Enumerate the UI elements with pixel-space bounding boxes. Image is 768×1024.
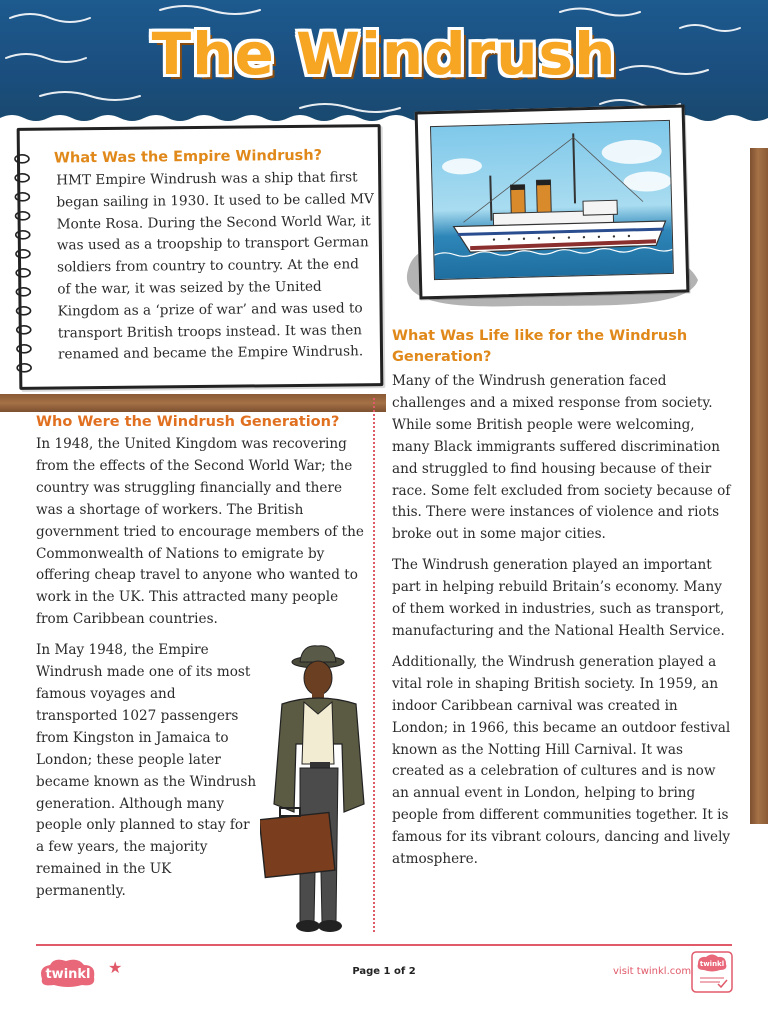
right-section-heading: What Was Life like for the Windrush Generation? xyxy=(392,328,688,365)
badge-text: twinkl xyxy=(699,960,725,968)
notebook-card xyxy=(17,124,384,390)
notebook-heading: What Was the Empire Windrush? xyxy=(53,147,323,167)
ship-photo-frame xyxy=(415,104,690,299)
windrush-man-illustration xyxy=(260,644,378,936)
footer-divider xyxy=(36,944,732,946)
life-for-windrush-section xyxy=(392,326,736,880)
page-number: Page 1 of 2 xyxy=(352,966,416,977)
spiral-rings-decoration xyxy=(10,151,36,381)
header-banner xyxy=(0,0,768,122)
notebook-body: HMT Empire Windrush was a ship that first began sailing in 1930. It used to be called MV Monte Rosa. During the Second World War, it was used as a troopship to transport German soldiers from country to country. At the end of the war, it was seized by the United Kingdom as a ‘prize of war’ and was used to transport British troops instead. It was then renamed and became the Empire Windrush. xyxy=(56,169,374,363)
right-section-paragraph-3: Additionally, the Windrush generation played a vital role in shaping British society. In 1959, an indoor Caribbean carnival was created in London; in 1966, this became an outdoor festival known as the Notting Hill Carnival. It was created as a celebration of cultures and is now an annual event in London, helping to bring people from different communities together. It is famous for its vibrant colours, dancing and lively atmosphere. xyxy=(392,653,731,868)
right-section-paragraph-2: The Windrush generation played an important part in helping rebuild Britain’s economy. Many of them worked in industries, such as transport, manufacturing and the National Health Service. xyxy=(392,557,725,639)
ship-illustration xyxy=(430,120,674,280)
visit-link[interactable]: visit twinkl.com xyxy=(613,966,692,977)
left-section-heading: Who Were the Windrush Generation? xyxy=(36,414,340,430)
page-title: The Windrush xyxy=(151,20,617,88)
quality-badge-icon xyxy=(690,950,734,994)
left-section-paragraph-1: In 1948, the United Kingdom was recovering from the effects of the Second World War; the country was struggling financially and there was a shortage of workers. The British government tried to encourage members of the Commonwealth of Nations to emigrate by offering cheap travel to anyone who wanted to work in the UK. This attracted many people from Caribbean countries. xyxy=(36,436,364,628)
side-wood-decoration xyxy=(750,148,768,824)
left-section-paragraph-2: In May 1948, the Empire Windrush made one of its most famous voyages and transported 1027 passengers from Kingston in Jamaica to London; these people later became known as the Windrush generation. Although many people only planned to stay for a few years, the majority remained in the UK permanently. xyxy=(36,642,257,900)
wood-plank-decoration xyxy=(0,394,386,412)
right-section-paragraph-1: Many of the Windrush generation faced challenges and a mixed response from society. While some British people were welcoming, many Black immigrants suffered discrimination and struggled to find housing because of their race. Some felt excluded from society because of this. There were instances of violence and riots broke out in some major cities. xyxy=(392,373,731,543)
star-icon: ★ xyxy=(108,958,123,977)
logo-text: twinkl xyxy=(45,967,91,982)
